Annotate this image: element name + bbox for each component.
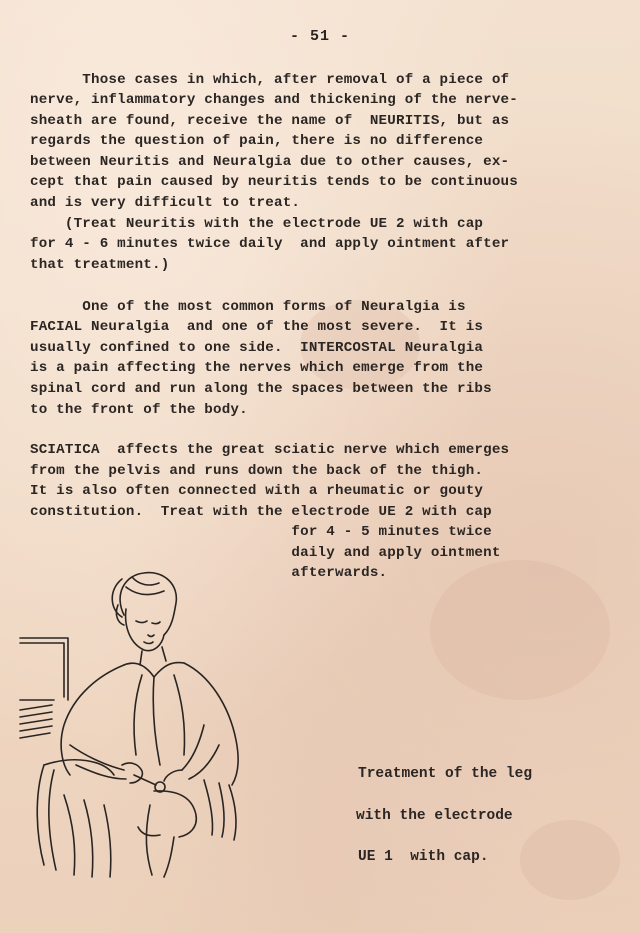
text-line: is a pain affecting the nerves which emerge from the <box>30 360 484 376</box>
text-line: It is also often connected with a rheumatic or gouty <box>30 483 484 499</box>
text-line: Those cases in which, after removal of a piece of <box>30 72 510 88</box>
text-line: SCIATICA affects the great sciatic nerve which emerges <box>30 442 510 458</box>
text-line: constitution. Treat with the electrode UE 2 with cap <box>30 504 492 520</box>
text-line: sheath are found, receive the name of NEURITIS, but as <box>30 113 510 129</box>
paper-stain <box>520 820 620 900</box>
text-line: from the pelvis and runs down the back of the thigh. <box>30 463 484 479</box>
caption-line: UE 1 with cap. <box>358 849 489 865</box>
text-line: afterwards. <box>30 565 388 581</box>
text-line: regards the question of pain, there is no difference <box>30 133 484 149</box>
text-line: for 4 - 6 minutes twice daily and apply ointment after <box>30 236 510 252</box>
text-line: and is very difficult to treat. <box>30 195 301 211</box>
text-line: for 4 - 5 minutes twice <box>30 524 492 540</box>
page-number: - 51 - <box>289 28 350 45</box>
text-line: (Treat Neuritis with the electrode UE 2 with cap <box>30 216 484 232</box>
paper-stain <box>430 560 610 700</box>
text-line: between Neuritis and Neuralgia due to other causes, ex- <box>30 154 510 170</box>
caption-line: Treatment of the leg <box>358 766 533 782</box>
woman-treating-leg-illustration <box>14 565 264 880</box>
text-line: daily and apply ointment <box>30 545 501 561</box>
text-line: that treatment.) <box>30 257 170 273</box>
text-line: cept that pain caused by neuritis tends to be continuous <box>30 174 518 190</box>
caption-line: with the electrode <box>356 808 513 824</box>
text-line: spinal cord and run along the spaces between the ribs <box>30 381 492 397</box>
text-line: One of the most common forms of Neuralgia is <box>30 299 466 315</box>
text-line: FACIAL Neuralgia and one of the most severe. It is <box>30 319 484 335</box>
text-line: to the front of the body. <box>30 402 248 418</box>
text-line: usually confined to one side. INTERCOSTAL Neuralgia <box>30 340 484 356</box>
text-line: nerve, inflammatory changes and thickening of the nerve- <box>30 92 518 108</box>
